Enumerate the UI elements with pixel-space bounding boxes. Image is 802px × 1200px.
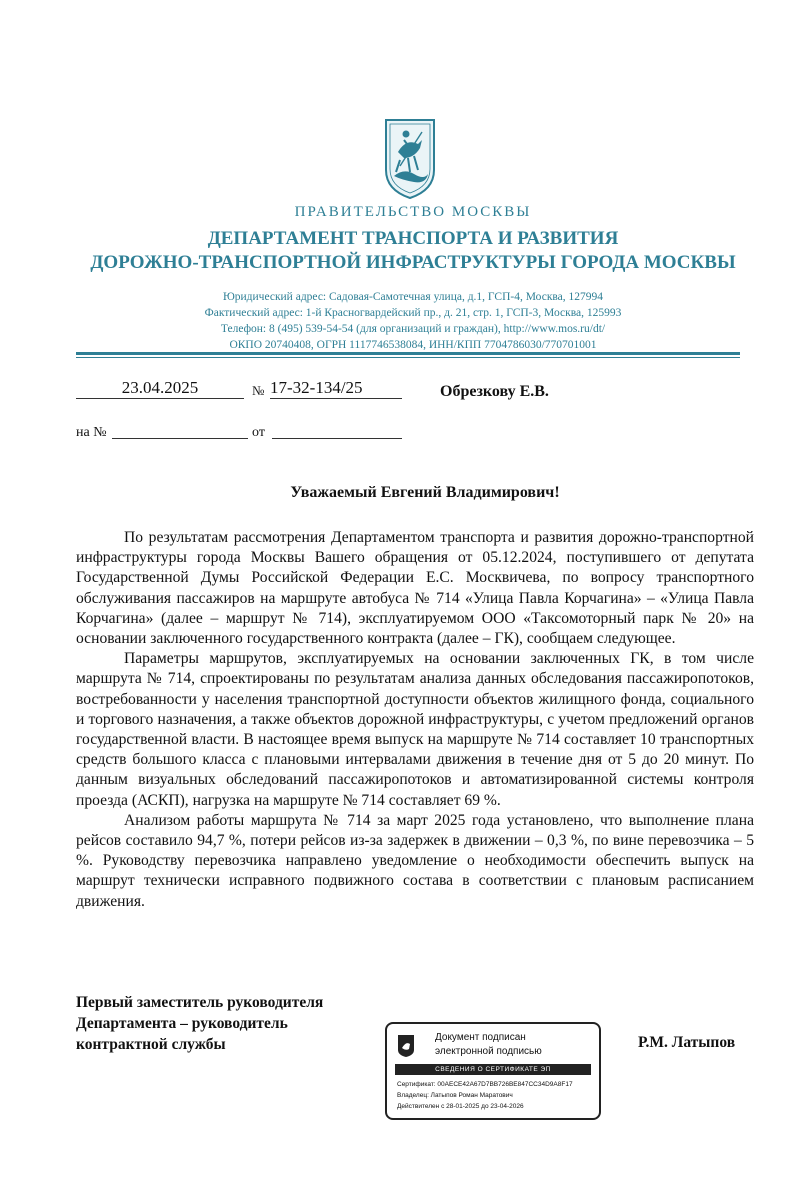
letter-date: 23.04.2025 xyxy=(76,378,244,399)
letter-number: 17-32-134/25 xyxy=(270,378,402,399)
stamp-owner: Владелец: Латыпов Роман Маратович xyxy=(397,1092,513,1099)
body-paragraph: Параметры маршрутов, эксплуатируемых на основании заключенных ГК, в том числе маршрута № 714, спроектированы по результатам анализа данных обследования пассажиропотоков, востребованности у населения транспортной доступности объектов жилищного фонда, социального и торгового назначения, а также объектов дорожной инфраструктуры, с учетом предложений органов государственной власти. В настоящее время выпуск на маршруте № 714 составляет 10 транспортных средств большого класса с плановыми интервалами движения в течение дня от 5 до 20 минут. По данным визуальных обследований пассажиропотоков и автоматизированной системы контроля проезда (АСКП), нагрузка на маршруте № 714 составляет 69 %. xyxy=(76,650,754,809)
moscow-coat-of-arms-icon xyxy=(384,118,436,200)
position-line: Департамента – руководитель xyxy=(76,1015,288,1032)
phone-line: Телефон: 8 (495) 539-54-54 (для организаций и граждан), http://www.mos.ru/dt/ xyxy=(220,323,606,335)
stamp-validity: Действителен с 28-01-2025 до 23-04-2026 xyxy=(397,1103,524,1110)
department-name-line1: ДЕПАРТАМЕНТ ТРАНСПОРТА И РАЗВИТИЯ xyxy=(207,228,619,249)
recipient-name: Обрезкову Е.В. xyxy=(440,383,549,400)
from-blank-line xyxy=(272,438,402,439)
department-name-line2: ДОРОЖНО-ТРАНСПОРТНОЙ ИНФРАСТРУКТУРЫ ГОРОДА МОСКВЫ xyxy=(90,252,736,273)
header-divider-thin xyxy=(76,357,740,358)
body-paragraph: По результатам рассмотрения Департаментом транспорта и развития дорожно-транспортной инфраструктуры города Москвы Вашего обращения от 05.12.2024, поступившего от депутата Государственной Думы Российской Федерации Е.С. Москвичева, по вопросу транспортного обслуживания пассажиров на маршруте автобуса № 714 «Улица Павла Корчагина» – «Улица Павла Корчагина» (далее – маршрут № 714), эксплуатируемом ООО «Таксомоторный парк № 20» на основании заключенного государственного контракта (далее – ГК), сообщаем следующее. xyxy=(76,529,754,648)
registration-codes: ОКПО 20740408, ОГРН 1117746538084, ИНН/КПП 7704786030/770701001 xyxy=(229,339,597,351)
reply-to-label: на № xyxy=(76,425,107,440)
stamp-title-line2: электронной подписью xyxy=(435,1046,542,1057)
stamp-certificate-band: СВЕДЕНИЯ О СЕРТИФИКАТЕ ЭП xyxy=(395,1064,591,1075)
stamp-certificate: Сертификат: 00AECE42A67D7BB726BE847CC34D9A8F17 xyxy=(397,1081,573,1088)
government-name: ПРАВИТЕЛЬСТВО МОСКВЫ xyxy=(294,204,532,220)
letter-body xyxy=(76,528,754,912)
stamp-title-line1: Документ подписан xyxy=(435,1032,526,1043)
signatory-position xyxy=(76,992,323,1055)
electronic-signature-stamp xyxy=(385,1022,601,1120)
number-label: № xyxy=(252,383,265,398)
from-label: от xyxy=(252,425,265,440)
reply-to-blank-line xyxy=(112,438,248,439)
signatory-name: Р.М. Латыпов xyxy=(638,1034,736,1051)
header-divider-thick xyxy=(76,352,740,355)
moscow-coat-of-arms-icon xyxy=(397,1034,415,1058)
salutation: Уважаемый Евгений Владимирович! xyxy=(290,484,560,501)
actual-address: Фактический адрес: 1-й Красногвардейский пр., д. 21, стр. 1, ГСП-3, Москва, 125993 xyxy=(204,307,622,319)
legal-address: Юридический адрес: Садовая-Самотечная улица, д.1, ГСП-4, Москва, 127994 xyxy=(222,291,604,303)
body-paragraph: Анализом работы маршрута № 714 за март 2025 года установлено, что выполнение плана рейсов составило 94,7 %, потери рейсов из-за задержек в движении – 0,3 %, по вине перевозчика – 5 %. Руководству перевозчика направлено уведомление о необходимости обеспечить выпуск на маршрут технически исправного подвижного состава в соответствии с плановым расписанием движения. xyxy=(76,811,754,910)
position-line: Первый заместитель руководителя xyxy=(76,994,324,1011)
position-line: контрактной службы xyxy=(76,1036,226,1053)
